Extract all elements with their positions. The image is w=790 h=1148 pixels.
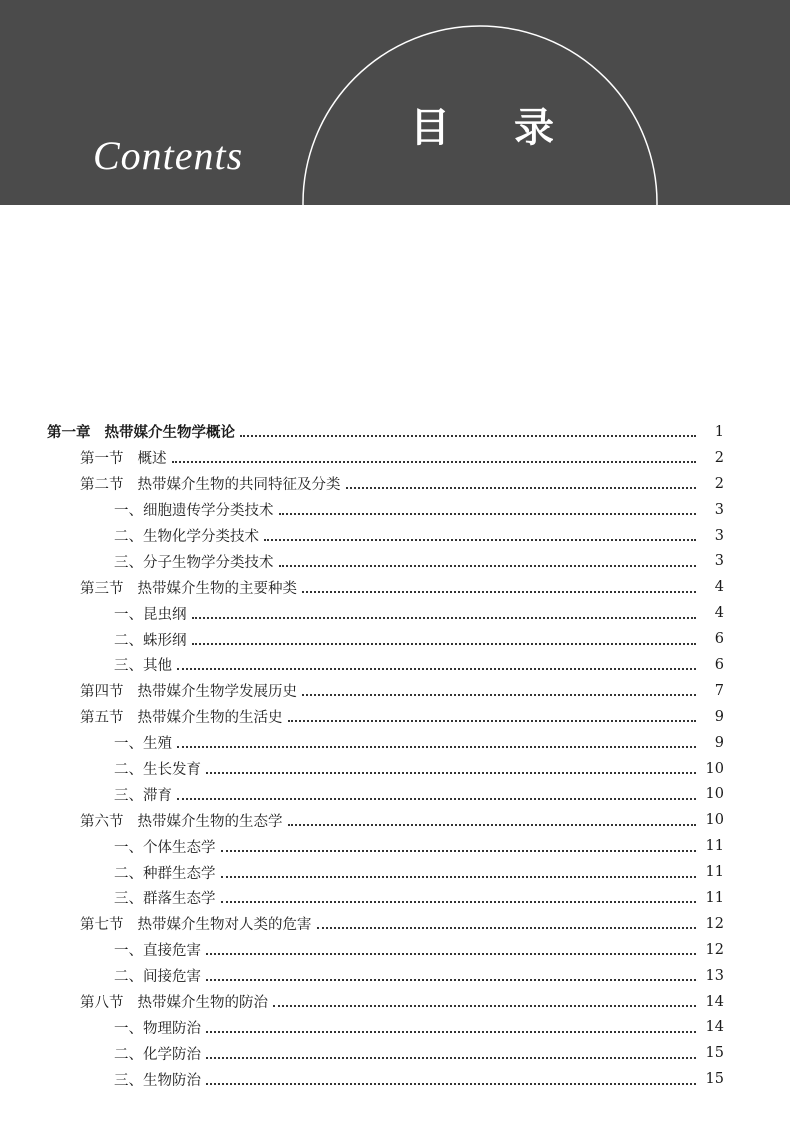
toc-entry-label (80, 577, 300, 598)
toc-entry-label (114, 784, 175, 805)
toc-page-number: 13 (705, 967, 724, 984)
toc-entry-title: 生物防治 (143, 1072, 201, 1089)
toc-subsection-row[interactable] (0, 548, 790, 574)
toc-entry-number: 一、 (114, 839, 143, 856)
toc-entry-number: 第六节 (80, 813, 124, 830)
toc-entry-number: 第五节 (80, 710, 124, 727)
toc-dot-leader (206, 1056, 696, 1059)
toc-dot-leader (177, 745, 696, 748)
toc-dot-leader (302, 693, 696, 696)
toc-entry-label (114, 1069, 204, 1090)
toc-entry-label (80, 706, 286, 727)
toc-dot-leader (279, 564, 697, 567)
toc-dot-leader (172, 460, 697, 463)
toc-subsection-row[interactable] (0, 963, 790, 989)
toc-section-row[interactable] (0, 704, 790, 730)
toc-dot-leader (177, 667, 696, 670)
toc-entry-number: 三、 (114, 891, 143, 908)
toc-entry-label (114, 603, 190, 624)
toc-entry-title: 热带媒介生物的生态学 (137, 813, 283, 830)
toc-dot-leader (206, 1082, 696, 1085)
toc-entry-label (80, 913, 315, 934)
toc-entry-number: 二、 (114, 865, 143, 882)
toc-entry-label (80, 991, 271, 1012)
toc-entry-label (47, 421, 238, 442)
toc-entry-title: 分子生物学分类技术 (143, 554, 274, 571)
toc-entry-number: 二、 (114, 762, 143, 779)
toc-entry-number: 第一节 (80, 451, 124, 468)
toc-entry-title: 生物化学分类技术 (143, 529, 259, 545)
toc-entry-title: 间接危害 (143, 969, 201, 986)
toc-entry-label (114, 525, 262, 546)
toc-page-number: 3 (714, 501, 724, 518)
toc-entry-label (80, 810, 286, 831)
toc-dot-leader (221, 849, 697, 852)
toc-subsection-row[interactable] (0, 626, 790, 652)
toc-subsection-row[interactable] (0, 652, 790, 678)
toc-entry-title: 热带媒介生物学概论 (104, 424, 235, 442)
toc-entry-number: 第一章 (47, 424, 91, 442)
toc-chapter-row[interactable] (0, 419, 790, 445)
toc-page-number: 10 (705, 786, 724, 803)
toc-page-number: 2 (714, 475, 724, 492)
toc-section-row[interactable] (0, 574, 790, 600)
toc-subsection-row[interactable] (0, 1014, 790, 1040)
toc-subsection-row[interactable] (0, 523, 790, 549)
toc-page-number: 9 (714, 734, 724, 751)
toc-subsection-row[interactable] (0, 937, 790, 963)
toc-page-number: 4 (714, 605, 724, 622)
toc-title-char-2: 录 (514, 104, 554, 151)
toc-dot-leader (221, 875, 697, 878)
toc-dot-leader (177, 797, 696, 800)
toc-entry-label (80, 473, 344, 494)
toc-subsection-row[interactable] (0, 885, 790, 911)
toc-entry-number: 一、 (114, 943, 143, 960)
toc-page-number: 12 (705, 941, 724, 958)
toc-entry-number: 一、 (114, 736, 143, 753)
toc-entry-title: 蛛形纲 (143, 632, 187, 649)
toc-entry-title: 个体生态学 (143, 839, 216, 856)
toc-entry-label (114, 654, 175, 675)
toc-entry-label (114, 499, 277, 520)
toc-entry-title: 生殖 (143, 736, 172, 753)
toc-entry-title: 滞育 (143, 787, 172, 804)
toc-page-number: 11 (705, 864, 724, 881)
toc-subsection-row[interactable] (0, 859, 790, 885)
toc-entry-title: 热带媒介生物的主要种类 (137, 580, 297, 597)
toc-dot-leader (273, 1004, 696, 1007)
toc-page-number: 15 (705, 1045, 724, 1062)
toc-page-number: 14 (705, 1019, 724, 1036)
toc-entry-number: 三、 (114, 658, 143, 675)
toc-page-number: 3 (714, 527, 724, 544)
toc-entry-number: 第七节 (80, 917, 124, 934)
toc-entry-title: 化学防治 (143, 1046, 201, 1063)
toc-page-number: 6 (714, 631, 724, 648)
toc-entry-number: 第三节 (80, 580, 124, 597)
toc-entry-label (80, 447, 170, 468)
toc-dot-leader (317, 926, 697, 929)
toc-entry-title: 热带媒介生物的共同特征及分类 (137, 477, 341, 494)
toc-entry-number: 一、 (114, 1020, 143, 1037)
toc-dot-leader (302, 590, 696, 593)
toc-dot-leader (346, 486, 697, 489)
toc-subsection-row[interactable] (0, 781, 790, 807)
toc-entry-number: 二、 (114, 632, 143, 649)
toc-entry-number: 二、 (114, 529, 143, 545)
toc-page-number: 6 (714, 656, 724, 673)
toc-page-number: 12 (705, 915, 724, 932)
toc-dot-leader (206, 1030, 696, 1033)
toc-dot-leader (206, 978, 696, 981)
toc-subsection-row[interactable] (0, 833, 790, 859)
table-of-contents (0, 419, 790, 1092)
toc-entry-title: 其他 (143, 658, 172, 675)
toc-entry-number: 第二节 (80, 477, 124, 494)
toc-entry-title: 物理防治 (143, 1020, 201, 1037)
toc-entry-title: 种群生态学 (143, 865, 216, 882)
toc-entry-label (114, 758, 204, 779)
toc-page-number: 9 (714, 708, 724, 725)
toc-subsection-row[interactable] (0, 600, 790, 626)
toc-title-char-1: 目 (410, 104, 450, 151)
toc-dot-leader (192, 642, 697, 645)
toc-section-row[interactable] (0, 989, 790, 1015)
toc-dot-leader (279, 512, 697, 515)
toc-entry-title: 细胞遗传学分类技术 (143, 503, 274, 520)
header-band (0, 0, 790, 205)
toc-entry-label (114, 551, 277, 572)
toc-entry-label (114, 1043, 204, 1064)
toc-page-number: 7 (714, 682, 724, 699)
toc-entry-number: 三、 (114, 1072, 143, 1089)
toc-subsection-row[interactable] (0, 1040, 790, 1066)
toc-section-row[interactable] (0, 807, 790, 833)
toc-page-number: 11 (705, 889, 724, 906)
toc-title (410, 104, 554, 151)
toc-entry-number: 三、 (114, 787, 143, 804)
toc-section-row[interactable] (0, 445, 790, 471)
toc-entry-label (80, 680, 300, 701)
toc-dot-leader (221, 900, 697, 903)
toc-page-number: 11 (705, 838, 724, 855)
toc-entry-number: 第八节 (80, 995, 124, 1012)
toc-dot-leader (288, 823, 697, 826)
toc-dot-leader (264, 538, 696, 541)
toc-entry-number: 二、 (114, 969, 143, 986)
toc-entry-label (114, 965, 204, 986)
toc-entry-label (114, 887, 219, 908)
toc-dot-leader (206, 771, 696, 774)
toc-dot-leader (288, 719, 697, 722)
toc-page-number: 10 (705, 812, 724, 829)
toc-entry-number: 一、 (114, 503, 143, 520)
toc-page-number: 10 (705, 760, 724, 777)
toc-entry-label (114, 1017, 204, 1038)
toc-section-row[interactable] (0, 471, 790, 497)
toc-subsection-row[interactable] (0, 497, 790, 523)
toc-entry-label (114, 629, 190, 650)
toc-page-number: 15 (705, 1071, 724, 1088)
toc-entry-label (114, 836, 219, 857)
toc-entry-title: 生长发育 (143, 762, 201, 779)
toc-entry-label (114, 939, 204, 960)
toc-subsection-row[interactable] (0, 756, 790, 782)
toc-entry-number: 一、 (114, 606, 143, 623)
toc-entry-title: 群落生态学 (143, 891, 216, 908)
toc-entry-number: 第四节 (80, 684, 124, 701)
toc-entry-title: 昆虫纲 (143, 606, 187, 623)
toc-page-number: 2 (714, 449, 724, 466)
toc-subsection-row[interactable] (0, 1066, 790, 1092)
toc-page-number: 4 (714, 579, 724, 596)
toc-entry-label (114, 732, 175, 753)
toc-entry-title: 直接危害 (143, 943, 201, 960)
toc-entry-title: 热带媒介生物对人类的危害 (137, 917, 312, 934)
toc-dot-leader (192, 616, 697, 619)
toc-dot-leader (240, 434, 696, 437)
toc-page-number: 14 (705, 993, 724, 1010)
arc-circle (303, 26, 657, 205)
toc-entry-title: 热带媒介生物的防治 (137, 995, 268, 1012)
toc-entry-number: 三、 (114, 554, 143, 571)
toc-page-number: 1 (714, 423, 724, 440)
toc-page-number: 3 (714, 553, 724, 570)
contents-word: Contents (93, 133, 244, 178)
toc-section-row[interactable] (0, 911, 790, 937)
toc-entry-number: 二、 (114, 1046, 143, 1063)
toc-entry-title: 概述 (137, 451, 167, 468)
toc-entry-label (114, 862, 219, 883)
toc-entry-title: 热带媒介生物学发展历史 (137, 684, 297, 701)
toc-section-row[interactable] (0, 678, 790, 704)
toc-subsection-row[interactable] (0, 730, 790, 756)
toc-entry-title: 热带媒介生物的生活史 (137, 710, 283, 727)
toc-dot-leader (206, 952, 696, 955)
